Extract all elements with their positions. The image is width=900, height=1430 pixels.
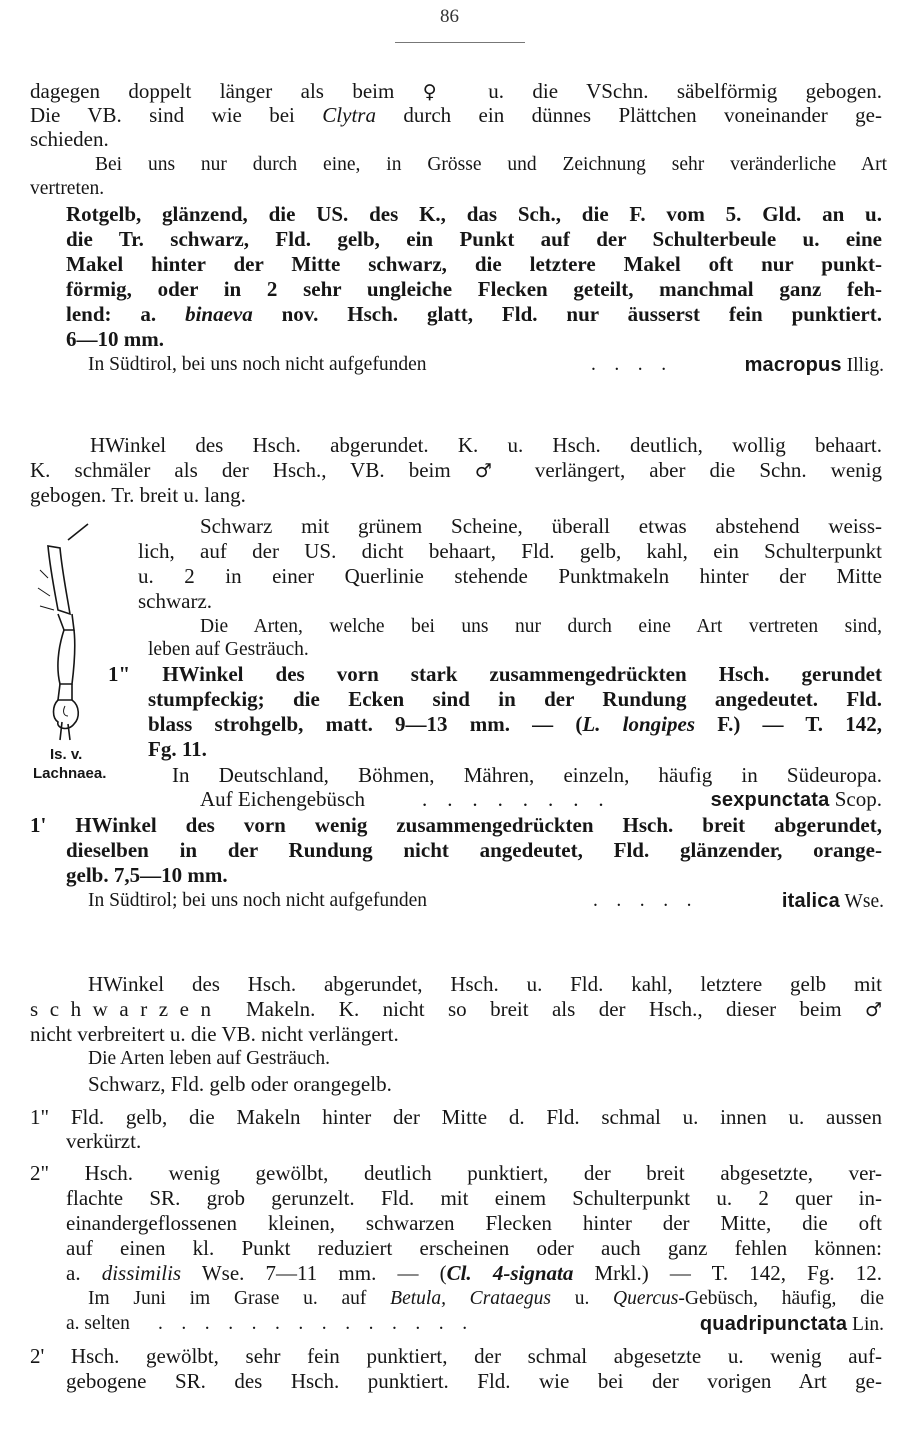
key-line: auf einen kl. Punkt reduziert erscheinen oder auch ganz fehlen können: bbox=[66, 1236, 882, 1260]
text-line: u. 2 in einer Querlinie stehende Punktmakeln hinter der Mitte bbox=[138, 564, 882, 588]
key-line: verkürzt. bbox=[66, 1129, 142, 1153]
key-line: 1" Fld. gelb, die Makeln hinter der Mitte d. Fld. schmal u. innen u. aussen bbox=[30, 1105, 882, 1129]
text-line: 6—10 mm. bbox=[66, 327, 164, 351]
lachnaea-leg-illustration bbox=[28, 518, 118, 743]
key-line: Fg. 11. bbox=[148, 737, 207, 761]
text-line: schwarzen Makeln. K. nicht so breit als der Hsch., dieser beim ♂ bbox=[30, 997, 882, 1021]
key-line: gebogene SR. des Hsch. punktiert. Fld. wie bei der vorigen Art ge- bbox=[66, 1369, 882, 1393]
species-line-macropus: In Südtirol, bei uns noch nicht aufgefunden . . . . macropus Illig. bbox=[88, 354, 884, 376]
key-line: 2" Hsch. wenig gewölbt, deutlich punktiert, der breit abgesetzte, ver- bbox=[30, 1161, 882, 1185]
text-line: Die Arten leben auf Gesträuch. bbox=[88, 1048, 331, 1069]
key-line: stumpfeckig; die Ecken sind in der Rundung angedeutet. Fld. bbox=[148, 687, 882, 711]
text-line: leben auf Gesträuch. bbox=[148, 639, 309, 660]
species-name: macropus bbox=[744, 354, 842, 376]
text-line: Rotgelb, glänzend, die US. des K., das Sch., die F. vom 5. Gld. an u. bbox=[66, 202, 882, 226]
page-number: 86 bbox=[440, 6, 459, 27]
text-line: die Tr. schwarz, Fld. gelb, ein Punkt auf der Schulterbeule u. eine bbox=[66, 227, 882, 251]
key-line: blass strohgelb, matt. 9—13 mm. — (L. longipes F.) — T. 142, bbox=[148, 712, 882, 736]
text-line: lich, auf der US. dicht behaart, Fld. gelb, kahl, ein Schulterpunkt bbox=[138, 539, 882, 563]
text-line: Die Arten, welche bei uns nur durch eine Art vertreten sind, bbox=[200, 616, 882, 637]
text-line: HWinkel des Hsch. abgerundet, Hsch. u. Fld. kahl, letztere gelb mit bbox=[88, 972, 882, 996]
figure-caption-line: Is. v. bbox=[50, 746, 83, 763]
species-name: sexpunctata bbox=[710, 789, 830, 811]
text-line: Die VB. sind wie bei Clytra durch ein dünnes Plättchen voneinander ge- bbox=[30, 103, 882, 127]
text-line: Im Juni im Grase u. auf Betula, Crataegus u. Quercus-Gebüsch, häufig, die bbox=[88, 1288, 884, 1309]
key-line: a. dissimilis Wse. 7—11 mm. — (Cl. 4-signata Mrkl.) — T. 142, Fg. 12. bbox=[66, 1261, 882, 1285]
text-line: Schwarz mit grünem Scheine, überall etwas abstehend weiss- bbox=[200, 514, 882, 538]
text-line: vertreten. bbox=[30, 178, 105, 199]
text-line: förmig, oder in 2 sehr ungleiche Flecken geteilt, manchmal ganz feh- bbox=[66, 277, 882, 301]
text-line: lend: a. binaeva nov. Hsch. glatt, Fld. nur äusserst fein punktiert. bbox=[66, 302, 882, 326]
text-line: Bei uns nur durch eine, in Grösse und Zeichnung sehr veränderliche Art bbox=[95, 154, 887, 175]
species-name: italica bbox=[781, 890, 840, 912]
key-line: 1" HWinkel des vorn stark zusammengedrückten Hsch. gerundet bbox=[108, 662, 882, 686]
text-line: K. schmäler als der Hsch., VB. beim ♂ verlängert, aber die Schn. wenig bbox=[30, 458, 882, 482]
text-line: Makel hinter der Mitte schwarz, die letztere Makel oft nur punkt- bbox=[66, 252, 882, 276]
key-line: gelb. 7,5—10 mm. bbox=[66, 863, 228, 887]
text-line: In Deutschland, Böhmen, Mähren, einzeln, häufig in Südeuropa. bbox=[172, 763, 882, 787]
text-line: schieden. bbox=[30, 127, 109, 151]
key-line: dieselben in der Rundung nicht angedeutet, Fld. glänzender, orange- bbox=[66, 838, 882, 862]
text-line: dagegen doppelt länger als beim ♀ u. die VSchn. säbelförmig gebogen. bbox=[30, 79, 882, 103]
key-line: 1' HWinkel des vorn wenig zusammengedrückten Hsch. breit abgerundet, bbox=[30, 813, 882, 837]
figure-caption-line: Lachnaea. bbox=[33, 765, 107, 782]
key-line: einandergeflossenen kleinen, schwarzen Flecken hinter der Mitte, die oft bbox=[66, 1211, 882, 1235]
key-line: flachte SR. grob gerunzelt. Fld. mit einem Schulterpunkt u. 2 quer in- bbox=[66, 1186, 882, 1210]
species-line-sexpunctata: Auf Eichengebüsch . . . . . . . . sexpunctata Scop. bbox=[200, 787, 882, 811]
text-line: schwarz. bbox=[138, 589, 213, 613]
species-line-quadripunctata: a. selten . . . . . . . . . . . . . . quadripunctata Lin. bbox=[66, 1313, 884, 1335]
key-line: 2' Hsch. gewölbt, sehr fein punktiert, der schmal abgesetzte u. wenig auf- bbox=[30, 1344, 882, 1368]
header-rule bbox=[395, 42, 525, 43]
species-line-italica: In Südtirol; bei uns noch nicht aufgefunden . . . . . italica Wse. bbox=[88, 890, 884, 912]
text-line: gebogen. Tr. breit u. lang. bbox=[30, 483, 246, 507]
species-name: quadripunctata bbox=[699, 1313, 848, 1335]
text-line: HWinkel des Hsch. abgerundet. K. u. Hsch. deutlich, wollig behaart. bbox=[90, 433, 882, 457]
text-line: nicht verbreitert u. die VB. nicht verlängert. bbox=[30, 1022, 399, 1046]
text-line: Schwarz, Fld. gelb oder orangegelb. bbox=[88, 1072, 392, 1096]
